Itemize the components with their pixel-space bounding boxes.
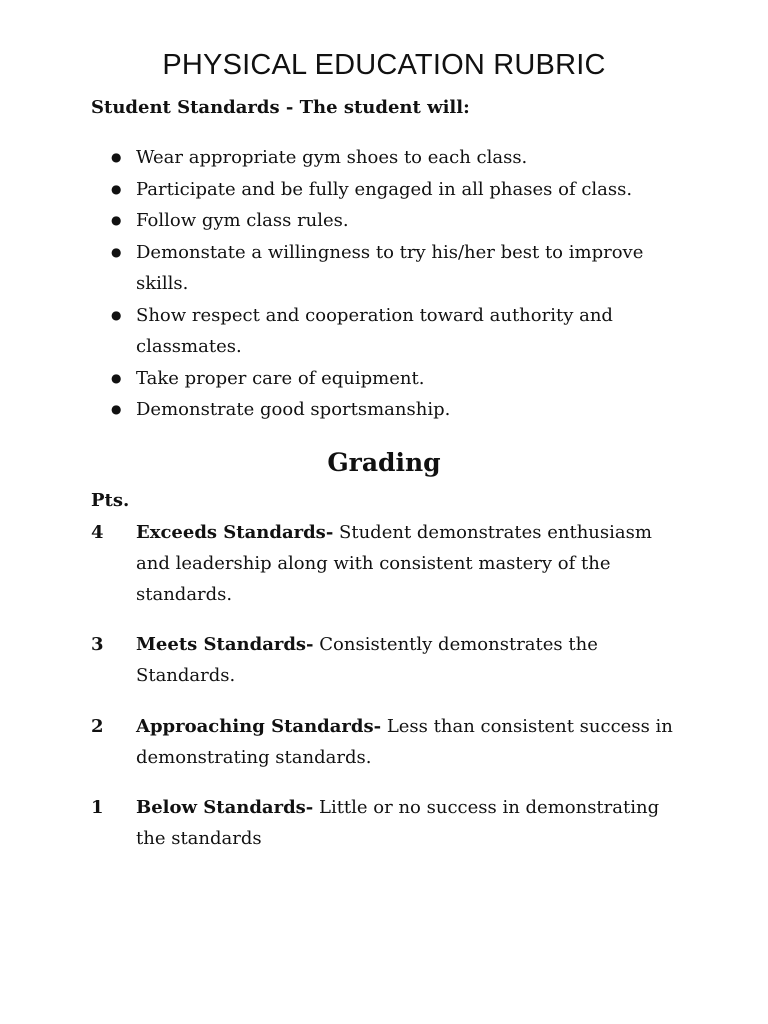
list-item-text: Show respect and cooperation toward authority and classmates. xyxy=(136,304,613,357)
list-item xyxy=(111,174,701,206)
grade-description: Student demonstrates enthusiasm and leadership along with consistent mastery of the standards. xyxy=(136,522,652,605)
grade-row-4 xyxy=(91,517,691,610)
grade-level-name: Exceeds Standards- xyxy=(136,522,334,543)
list-item-text: Take proper care of equipment. xyxy=(136,367,425,389)
grade-description: Consistently demonstrates the Standards. xyxy=(136,634,598,686)
grade-description: Less than consistent success in demonstrating standards. xyxy=(136,716,673,768)
bullet-icon: ● xyxy=(111,213,122,227)
bullet-icon: ● xyxy=(111,370,122,385)
bullet-icon: ● xyxy=(111,181,122,196)
grade-text xyxy=(136,629,691,691)
page-title: PHYSICAL EDUCATION RUBRIC xyxy=(162,49,606,81)
list-item xyxy=(111,363,701,395)
standards-list xyxy=(111,142,701,426)
bullet-icon: ● xyxy=(111,150,122,164)
grade-text xyxy=(136,792,691,854)
grade-text xyxy=(136,517,691,610)
standards-heading: Student Standards - The student will: xyxy=(91,97,470,118)
grade-description: Little or no success in demonstrating the standards xyxy=(136,797,660,849)
grade-level-name: Meets Standards- xyxy=(136,634,314,655)
list-item-text: Demonstate a willingness to try his/her best to improve skills. xyxy=(136,241,644,294)
bullet-icon: ● xyxy=(111,402,122,416)
grade-text xyxy=(136,711,691,773)
points-column-label: Pts. xyxy=(91,490,130,511)
list-item xyxy=(111,394,701,426)
bullet-icon: ● xyxy=(111,307,122,322)
list-item-text: Follow gym class rules. xyxy=(136,210,349,231)
grade-row-3 xyxy=(91,629,691,691)
grade-points: 4 xyxy=(91,522,104,543)
grade-points: 3 xyxy=(91,634,104,655)
list-item-text: Wear appropriate gym shoes to each class. xyxy=(136,147,528,168)
grade-row-1 xyxy=(91,792,691,854)
grade-points: 2 xyxy=(91,716,104,737)
grade-level-name: Approaching Standards- xyxy=(136,716,382,737)
grading-heading: Grading xyxy=(327,448,441,477)
grade-points: 1 xyxy=(91,797,104,818)
bullet-icon: ● xyxy=(111,244,122,259)
list-item-text: Participate and be fully engaged in all phases of class. xyxy=(136,178,633,200)
grade-row-2 xyxy=(91,711,691,773)
grade-level-name: Below Standards- xyxy=(136,797,314,818)
list-item xyxy=(111,237,701,300)
list-item-text: Demonstrate good sportsmanship. xyxy=(136,399,451,420)
list-item xyxy=(111,300,701,363)
list-item xyxy=(111,205,701,237)
list-item xyxy=(111,142,701,174)
